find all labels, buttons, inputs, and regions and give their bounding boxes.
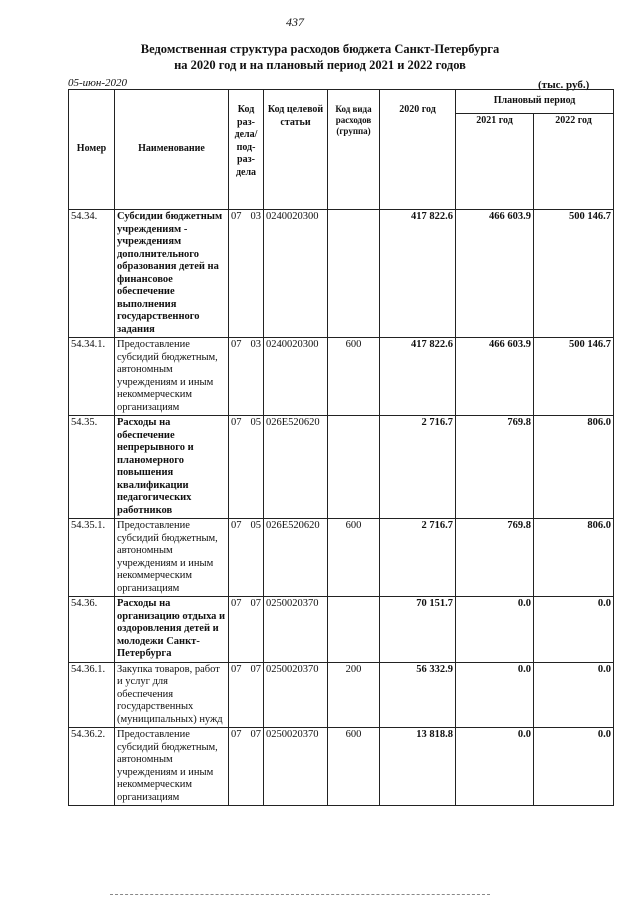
table-row bbox=[69, 210, 614, 338]
row-kind-code: 200 bbox=[328, 662, 380, 728]
table-body bbox=[69, 210, 614, 806]
row-name: Расходы на организацию отдыха и оздоровления детей и молодежи Санкт-Петербурга bbox=[115, 597, 229, 663]
row-section-code: 07 bbox=[229, 728, 246, 806]
row-value-2020: 417 822.6 bbox=[380, 210, 456, 338]
footer-rule bbox=[110, 894, 490, 895]
row-value-2022: 500 146.7 bbox=[534, 210, 614, 338]
row-number: 54.34.1. bbox=[69, 338, 115, 416]
row-value-2020: 417 822.6 bbox=[380, 338, 456, 416]
row-value-2022: 0.0 bbox=[534, 728, 614, 806]
row-value-2020: 2 716.7 bbox=[380, 519, 456, 597]
row-value-2021: 769.8 bbox=[456, 416, 534, 519]
row-number: 54.34. bbox=[69, 210, 115, 338]
row-value-2020: 56 332.9 bbox=[380, 662, 456, 728]
table-row bbox=[69, 338, 614, 416]
row-section-code: 07 bbox=[229, 210, 246, 338]
row-target-code: 0250020370 bbox=[264, 662, 328, 728]
table-header bbox=[69, 90, 614, 210]
row-kind-code bbox=[328, 416, 380, 519]
table-row bbox=[69, 416, 614, 519]
row-target-code: 0250020370 bbox=[264, 728, 328, 806]
row-name: Предоставление субсидий бюджетным, автономным учреждениям и иным некоммерческим организациям bbox=[115, 519, 229, 597]
row-value-2022: 0.0 bbox=[534, 597, 614, 663]
row-section-code: 07 bbox=[229, 597, 246, 663]
row-number: 54.36.2. bbox=[69, 728, 115, 806]
row-subsection-code: 07 bbox=[246, 728, 264, 806]
table-row bbox=[69, 597, 614, 663]
header-name: Наименование bbox=[115, 90, 229, 210]
page-number: 437 bbox=[286, 15, 304, 29]
row-kind-code bbox=[328, 210, 380, 338]
row-subsection-code: 03 bbox=[246, 338, 264, 416]
row-number: 54.35.1. bbox=[69, 519, 115, 597]
row-value-2021: 466 603.9 bbox=[456, 210, 534, 338]
header-planned-period: Плановый период bbox=[456, 90, 614, 114]
row-subsection-code: 05 bbox=[246, 416, 264, 519]
row-number: 54.35. bbox=[69, 416, 115, 519]
row-target-code: 0240020300 bbox=[264, 210, 328, 338]
table-row bbox=[69, 662, 614, 728]
units-label: (тыс. руб.) bbox=[538, 79, 590, 91]
row-value-2021: 0.0 bbox=[456, 597, 534, 663]
row-value-2022: 806.0 bbox=[534, 519, 614, 597]
header-kind-code: Код вида расходов (группа) bbox=[328, 90, 380, 210]
document-title-line2: на 2020 год и на плановый период 2021 и 2022 годов bbox=[174, 58, 466, 72]
row-kind-code bbox=[328, 597, 380, 663]
row-value-2020: 13 818.8 bbox=[380, 728, 456, 806]
row-target-code: 0240020300 bbox=[264, 338, 328, 416]
table-row bbox=[69, 519, 614, 597]
header-2020: 2020 год bbox=[380, 90, 456, 210]
budget-table bbox=[68, 89, 614, 806]
header-number: Номер bbox=[69, 90, 115, 210]
row-subsection-code: 05 bbox=[246, 519, 264, 597]
row-name: Расходы на обеспечение непрерывного и планомерного повышения квалификации педагогических работников bbox=[115, 416, 229, 519]
row-name: Предоставление субсидий бюджетным, автономным учреждениям и иным некоммерческим организациям bbox=[115, 338, 229, 416]
row-name: Субсидии бюджетным учреждениям - учреждениям дополнительного образования детей на финансовое обеспечение выполнения государственного задания bbox=[115, 210, 229, 338]
row-target-code: 0250020370 bbox=[264, 597, 328, 663]
row-kind-code: 600 bbox=[328, 519, 380, 597]
header-section-code: Код раз-дела/ под-раз-дела bbox=[229, 90, 264, 210]
row-value-2021: 0.0 bbox=[456, 728, 534, 806]
row-value-2020: 2 716.7 bbox=[380, 416, 456, 519]
row-number: 54.36. bbox=[69, 597, 115, 663]
row-value-2021: 769.8 bbox=[456, 519, 534, 597]
row-number: 54.36.1. bbox=[69, 662, 115, 728]
row-value-2020: 70 151.7 bbox=[380, 597, 456, 663]
row-section-code: 07 bbox=[229, 662, 246, 728]
row-name: Предоставление субсидий бюджетным, автономным учреждениям и иным некоммерческим организациям bbox=[115, 728, 229, 806]
row-kind-code: 600 bbox=[328, 728, 380, 806]
row-section-code: 07 bbox=[229, 338, 246, 416]
row-subsection-code: 07 bbox=[246, 662, 264, 728]
document-title-line1: Ведомственная структура расходов бюджета Санкт-Петербурга bbox=[140, 42, 500, 56]
row-target-code: 026E520620 bbox=[264, 519, 328, 597]
row-value-2022: 500 146.7 bbox=[534, 338, 614, 416]
row-kind-code: 600 bbox=[328, 338, 380, 416]
row-subsection-code: 07 bbox=[246, 597, 264, 663]
row-subsection-code: 03 bbox=[246, 210, 264, 338]
header-2021: 2021 год bbox=[456, 114, 534, 210]
row-value-2022: 0.0 bbox=[534, 662, 614, 728]
table-row bbox=[69, 728, 614, 806]
row-target-code: 026E520620 bbox=[264, 416, 328, 519]
header-2022: 2022 год bbox=[534, 114, 614, 210]
header-target-code: Код целевой статьи bbox=[264, 90, 328, 210]
row-value-2021: 0.0 bbox=[456, 662, 534, 728]
row-section-code: 07 bbox=[229, 519, 246, 597]
row-value-2022: 806.0 bbox=[534, 416, 614, 519]
row-name: Закупка товаров, работ и услуг для обеспечения государственных (муниципальных) нужд bbox=[115, 662, 229, 728]
row-value-2021: 466 603.9 bbox=[456, 338, 534, 416]
row-section-code: 07 bbox=[229, 416, 246, 519]
document-date: 05-июн-2020 bbox=[68, 77, 128, 89]
